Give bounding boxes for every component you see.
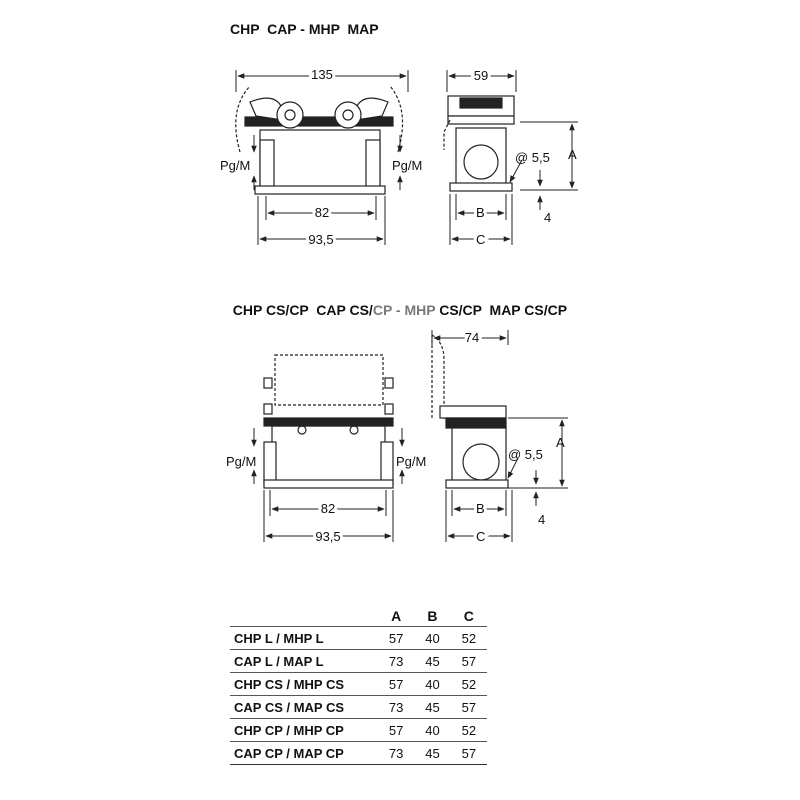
label-a-2: A [556,435,565,450]
front-view-2 [264,355,393,488]
section2-title-part3: CS/CP MAP CS/CP [435,302,568,318]
table-row [230,650,487,673]
table-header-name [230,606,378,627]
pg-left-1: Pg/M [220,158,251,173]
row-name: CHP CS / MHP CS [230,673,378,696]
table-header-b: B [414,606,450,627]
row-b: 40 [414,627,450,650]
row-c: 52 [451,673,487,696]
dim-935-label-1: 93,5 [308,232,334,247]
row-name: CAP CP / MAP CP [230,742,378,765]
dimension-table [230,606,487,765]
section2-title-part1: CHP CS/CP CAP CS/ [232,302,373,318]
row-c: 57 [451,696,487,719]
dim-935-label-2: 93,5 [315,529,341,544]
row-name: CAP CS / MAP CS [230,696,378,719]
row-c: 52 [451,719,487,742]
row-name: CHP CP / MHP CP [230,719,378,742]
label-c-1: C [476,232,486,247]
table-row [230,742,487,765]
dim-59-label: 59 [473,68,489,83]
dim-82-label-2: 82 [320,501,336,516]
section1-title: CHP CAP - MHP MAP [230,21,379,37]
row-a: 57 [378,719,414,742]
table-row [230,673,487,696]
table-header-a: A [378,606,414,627]
table-row [230,627,487,650]
row-a: 57 [378,673,414,696]
base-flange [255,186,385,194]
table-header-c: C [451,606,487,627]
dim-82-label-1: 82 [314,205,330,220]
row-b: 45 [414,742,450,765]
hole-label-2: @ 5,5 [508,447,543,462]
label-4-1: 4 [544,210,552,225]
housing-body [260,130,380,190]
label-4-2: 4 [538,512,546,527]
dim-74-label: 74 [464,330,480,345]
row-b: 40 [414,673,450,696]
label-b-1: B [476,205,485,220]
top-plate [245,117,393,126]
table-header-row [230,606,487,627]
row-name: CHP L / MHP L [230,627,378,650]
pg-right-2: Pg/M [396,454,427,469]
row-a: 73 [378,696,414,719]
row-a: 73 [378,742,414,765]
side-view-2 [432,335,508,488]
row-a: 57 [378,627,414,650]
row-b: 40 [414,719,450,742]
row-name: CAP L / MAP L [230,650,378,673]
row-b: 45 [414,650,450,673]
front-view-1 [236,86,403,194]
pg-right-1: Pg/M [392,158,423,173]
row-b: 45 [414,696,450,719]
label-c-2: C [476,529,486,544]
row-a: 73 [378,650,414,673]
pg-left-2: Pg/M [226,454,257,469]
table-row [230,696,487,719]
label-b-2: B [476,501,485,516]
row-c: 52 [451,627,487,650]
row-c: 57 [451,650,487,673]
hole-label-1: @ 5,5 [515,150,550,165]
section2-title-part2: CP - MHP [372,302,436,318]
table-row [230,719,487,742]
label-a-1: A [568,147,577,162]
row-c: 57 [451,742,487,765]
side-view-1 [444,96,514,191]
dim-135-label: 135 [311,67,333,82]
